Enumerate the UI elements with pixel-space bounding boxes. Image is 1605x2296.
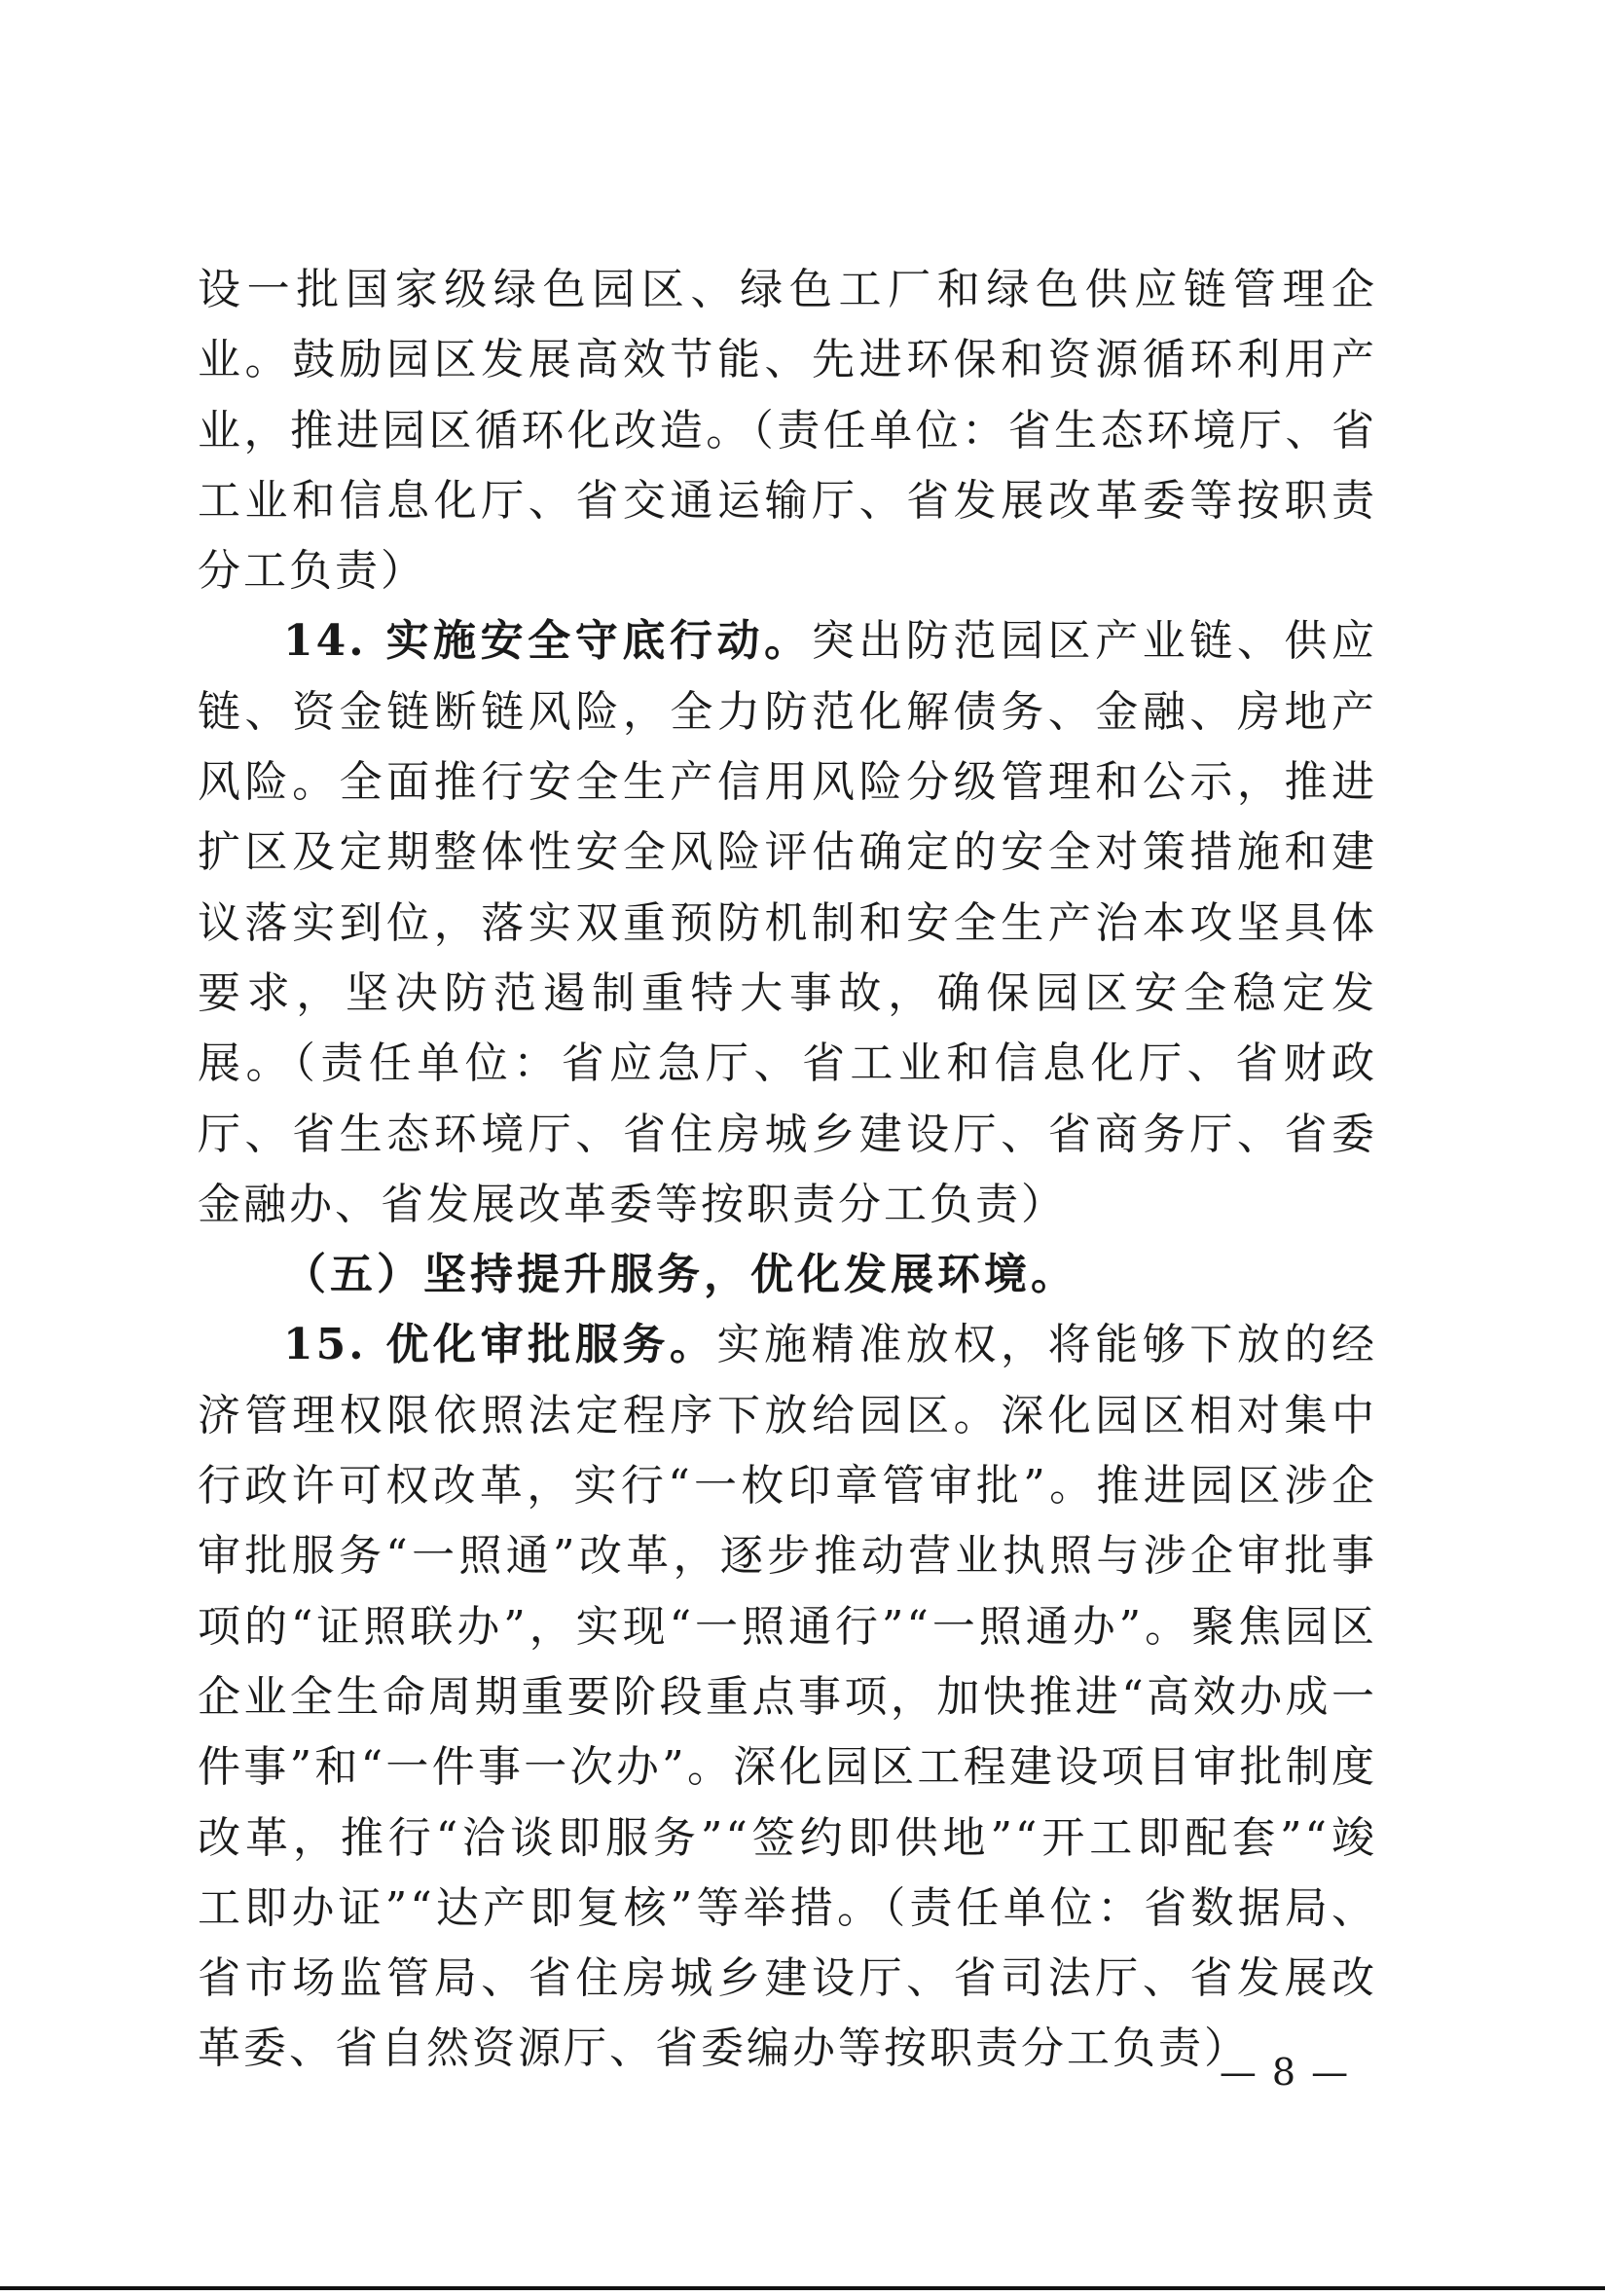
scan-bottom-edge xyxy=(0,2286,1605,2290)
paragraph-continued: 设一批国家级绿色园区、绿色工厂和绿色供应链管理企业。鼓励园区发展高效节能、先进环保和资源循环利用产业，推进园区循环化改造。（责任单位：省生态环境厅、省工业和信息化厅、省交通运输厅、省发展改革委等按职责分工负责） xyxy=(198,265,1377,597)
paragraph-item-14 xyxy=(198,606,1377,1240)
paragraph-item-15 xyxy=(198,1310,1377,2084)
page-number: — 8 — xyxy=(1219,2051,1351,2094)
item-15-title: 15. 优化审批服务。 xyxy=(283,1320,717,1370)
item-14-title: 14. 实施安全守底行动。 xyxy=(283,616,812,667)
body-text xyxy=(198,255,1377,2085)
item-15-body: 实施精准放权，将能够下放的经济管理权限依照法定程序下放给园区。深化园区相对集中行政许可权改革，实行“一枚印章管审批”。推进园区涉企审批服务“一照通”改革，逐步推动营业执照与涉企审批事项的“证照联办”，实现“一照通行”“一照通办”。聚焦园区企业全生命周期重要阶段重点事项，加快推进“高效办成一件事”和“一件事一次办”。深化园区工程建设项目审批制度改革，推行“洽谈即服务”“签约即供地”“开工即配套”“竣工即办证”“达产即复核”等举措。（责任单位：省数据局、省市场监管局、省住房城乡建设厅、省司法厅、省发展改革委、省自然资源厅、省委编办等按职责分工负责） xyxy=(198,1320,1378,2074)
section-5-heading: （五）坚持提升服务，优化发展环境。 xyxy=(283,1250,1077,1300)
item-14-body: 突出防范园区产业链、供应链、资金链断链风险，全力防范化解债务、金融、房地产风险。全面推行安全生产信用风险分级管理和公示，推进扩区及定期整体性安全风险评估确定的安全对策措施和建议落实到位，落实双重预防机制和安全生产治本攻坚具体要求，坚决防范遏制重特大事故，确保园区安全稳定发展。（责任单位：省应急厅、省工业和信息化厅、省财政厅、省生态环境厅、省住房城乡建设厅、省商务厅、省委金融办、省发展改革委等按职责分工负责） xyxy=(198,616,1377,1229)
